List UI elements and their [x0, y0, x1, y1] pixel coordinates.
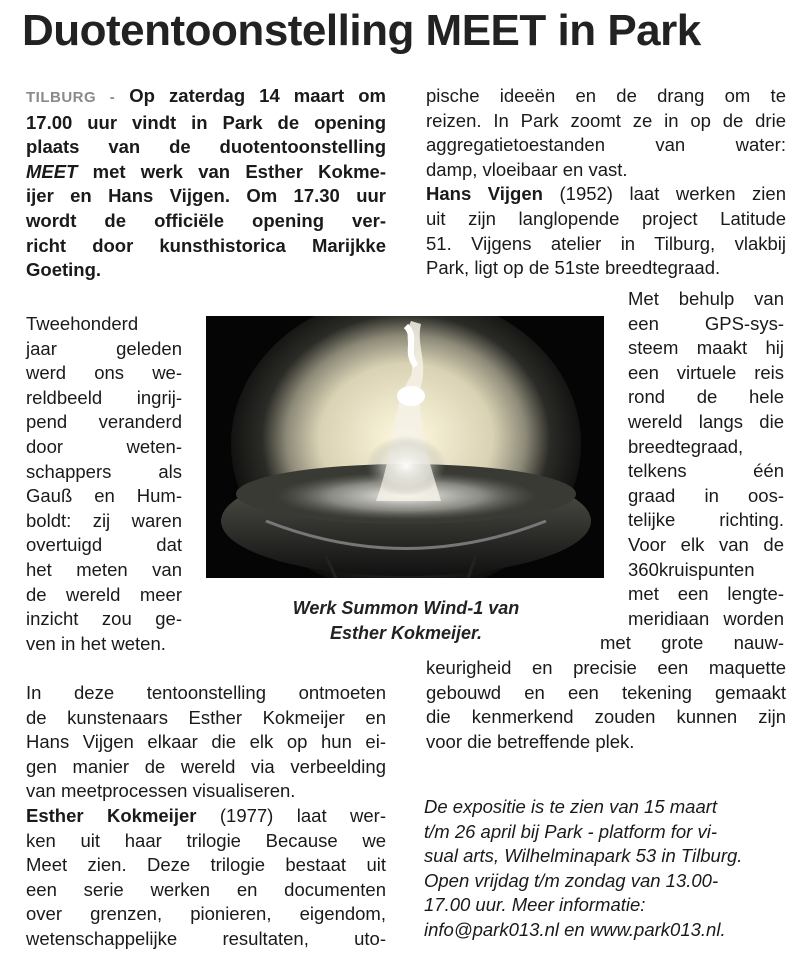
info-line: Open vrijdag t/m zondag van 13.00-: [424, 869, 719, 891]
text-line: de kunstenaars Esther Kokmeijer en: [26, 706, 386, 728]
article-headline: Duotentoonstelling MEET in Park: [22, 6, 701, 55]
exhibition-title: MEET: [26, 160, 78, 182]
dateline: TILBURG -: [26, 89, 116, 106]
right-narrow-column: [628, 287, 784, 631]
text-line: Met behulp van: [628, 288, 784, 309]
intro-line-6: wordt de officiële opening ver-: [26, 209, 386, 231]
info-line: 17.00 uur. Meer informatie:: [424, 894, 646, 916]
text-line: Hans Vijgen (1952) laat werken zien: [426, 183, 786, 205]
text-line: 360kruispunten: [628, 558, 755, 580]
text-line: aggregatietoestanden van water:: [426, 134, 786, 156]
text-line: met een lengte-: [628, 583, 784, 605]
artist-name-esther: Esther Kokmeijer: [26, 804, 197, 826]
exhibition-info: [424, 795, 742, 943]
intro-line-7: richt door kunsthistorica Marijkke: [26, 234, 386, 256]
text-line: Gauß en Hum-: [26, 485, 182, 507]
text-line: steem maakt hij: [628, 337, 784, 359]
text-line: keurigheid en precisie een maquette: [426, 657, 786, 678]
text-line: een GPS-sys-: [628, 312, 784, 334]
text-line: werd ons we-: [26, 362, 182, 384]
text-line: graad in oos-: [628, 484, 784, 506]
left-body-paragraph: [26, 681, 386, 952]
text-line: die kenmerkend zouden kunnen zijn: [426, 706, 786, 728]
text-line: telkens één: [628, 460, 784, 482]
text-line: overtuigd dat: [26, 534, 182, 556]
text-line: rond de hele: [628, 386, 784, 408]
text-line: jaar geleden: [26, 337, 182, 359]
info-line: info@park013.nl en www.park013.nl.: [424, 918, 726, 940]
text-line: Esther Kokmeijer (1977) laat wer-: [26, 804, 386, 826]
info-line: sual arts, Wilhelminapark 53 in Tilburg.: [424, 845, 743, 867]
text-line: van meetprocessen visualiseren.: [26, 780, 296, 802]
text-line: wereld langs die: [628, 410, 784, 432]
text-line: door weten-: [26, 435, 182, 457]
text-line: over grenzen, pionieren, eigendom,: [26, 903, 386, 925]
right-top-paragraph: [426, 84, 786, 281]
intro-line-5: ijer en Hans Vijgen. Om 17.30 uur: [26, 185, 386, 207]
text-line: Hans Vijgen elkaar die elk op hun ei-: [26, 731, 386, 753]
text-line: inzicht zou ge-: [26, 608, 182, 630]
right-narrow-last: [600, 631, 784, 656]
text-line: de wereld meer: [26, 583, 182, 605]
left-narrow-column: [26, 312, 182, 656]
text-line: Meet zien. Deze trilogie bestaat uit: [26, 854, 386, 876]
text-line: Voor elk van de: [628, 533, 784, 555]
text-line: wetenschappelijke resultaten, uto-: [26, 927, 386, 949]
caption-line-2: Esther Kokmeijer.: [329, 623, 483, 643]
text-line: ven in het weten.: [26, 632, 166, 654]
text-line: pend veranderd: [26, 411, 182, 433]
artist-name-hans: Hans Vijgen: [426, 183, 543, 205]
intro-paragraph: [26, 84, 386, 283]
text-line: damp, vloeibaar en vast.: [426, 158, 628, 180]
intro-line-4: MEET met werk van Esther Kokme-: [26, 160, 386, 182]
text-line: met grote nauw-: [600, 632, 784, 653]
text-line: In deze tentoonstelling ontmoeten: [26, 682, 386, 703]
artwork-photo-graphic: [206, 316, 604, 578]
text-line: het meten van: [26, 558, 182, 580]
text-line: reizen. In Park zoomt ze in op de drie: [426, 109, 786, 131]
intro-line-2: 17.00 uur vindt in Park de opening: [26, 111, 386, 133]
intro-line-8: Goeting.: [26, 259, 102, 281]
text-line: schappers als: [26, 460, 182, 482]
artwork-photo: [206, 316, 604, 578]
text-line: breedtegraad,: [628, 435, 744, 457]
text-line: boldt: zij waren: [26, 509, 182, 531]
right-body-paragraph: [426, 656, 786, 754]
intro-line-1: TILBURG - Op zaterdag 14 maart om: [26, 85, 386, 106]
text-line: gen manier de wereld via verbeelding: [26, 755, 386, 777]
text-line: pische ideeën en de drang om te: [426, 85, 786, 106]
text-line: gebouwd en een tekening gemaakt: [426, 681, 786, 703]
text-line: een virtuele reis: [628, 361, 784, 383]
text-line: telijke richting.: [628, 509, 784, 531]
text-line: Tweehonderd: [26, 313, 139, 334]
text-line: meridiaan worden: [628, 607, 784, 629]
caption-line-1: Werk Summon Wind-1 van: [292, 598, 520, 618]
text-line: 51. Vijgens atelier in Tilburg, vlakbij: [426, 232, 786, 254]
text-line: een serie werken en documenten: [26, 878, 386, 900]
text-line: voor die betreffende plek.: [426, 730, 635, 752]
intro-line-3: plaats van de duotentoonstelling: [26, 136, 386, 158]
photo-caption: [236, 596, 576, 646]
text-line: ken uit haar trilogie Because we: [26, 829, 386, 851]
info-line: De expositie is te zien van 15 maart: [424, 796, 718, 817]
text-line: reldbeeld ingrij-: [26, 386, 182, 408]
text-line: uit zijn langlopende project Latitude: [426, 207, 786, 229]
text-line: Park, ligt op de 51ste breedtegraad.: [426, 257, 721, 279]
info-line: t/m 26 april bij Park - platform for vi-: [424, 820, 717, 842]
